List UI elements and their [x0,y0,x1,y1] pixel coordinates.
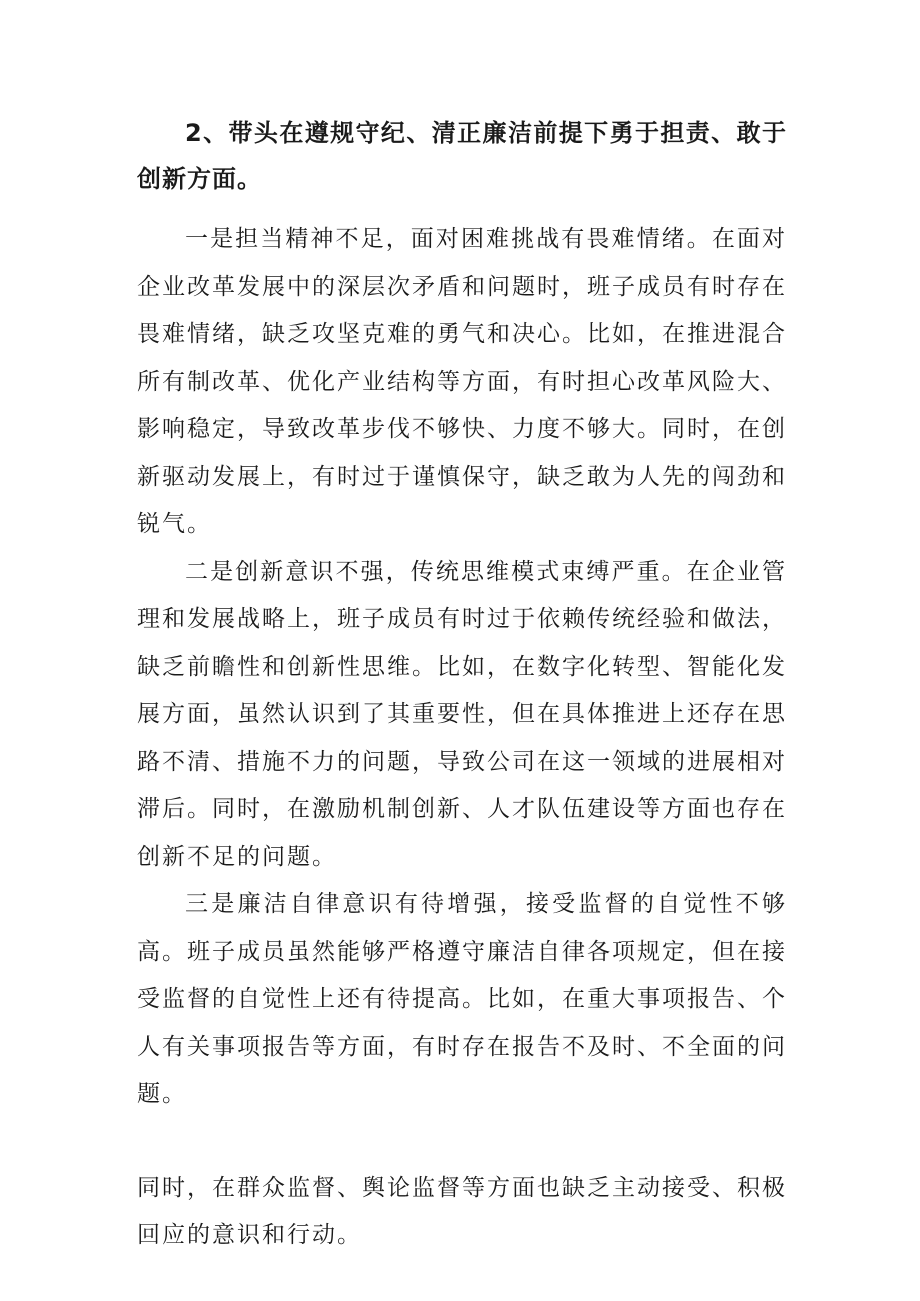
paragraph-responsibility: 一是担当精神不足，面对困难挑战有畏难情绪。在面对企业改革发展中的深层次矛盾和问题时，班子成员有时存在畏难情绪，缺乏攻坚克难的勇气和决心。比如，在推进混合所有制改革、优化产业结构等方面，有时担心改革风险大、影响稳定，导致改革步伐不够快、力度不够大。同时，在创新驱动发展上，有时过于谨慎保守，缺乏敢为人先的闯劲和锐气。 [137,226,787,537]
paragraph-closing: 同时，在群众监督、舆论监督等方面也缺乏主动接受、积极回应的意识和行动。 [137,1174,787,1248]
section-heading: 2、带头在遵规守纪、清正廉洁前提下勇于担责、敢于创新方面。 [137,119,787,193]
document-page [137,110,787,1260]
paragraph-integrity: 三是廉洁自律意识有待增强，接受监督的自觉性不够高。班子成员虽然能够严格遵守廉洁自律各项规定，但在接受监督的自觉性上还有待提高。比如，在重大事项报告、个人有关事项报告等方面，有时存在报告不及时、不全面的问题。 [137,891,787,1107]
paragraph-innovation: 二是创新意识不强，传统思维模式束缚严重。在企业管理和发展战略上，班子成员有时过于依赖传统经验和做法，缺乏前瞻性和创新性思维。比如，在数字化转型、智能化发展方面，虽然认识到了其重要性，但在具体推进上还存在思路不清、措施不力的问题，导致公司在这一领域的进展相对滞后。同时，在激励机制创新、人才队伍建设等方面也存在创新不足的问题。 [137,558,787,870]
